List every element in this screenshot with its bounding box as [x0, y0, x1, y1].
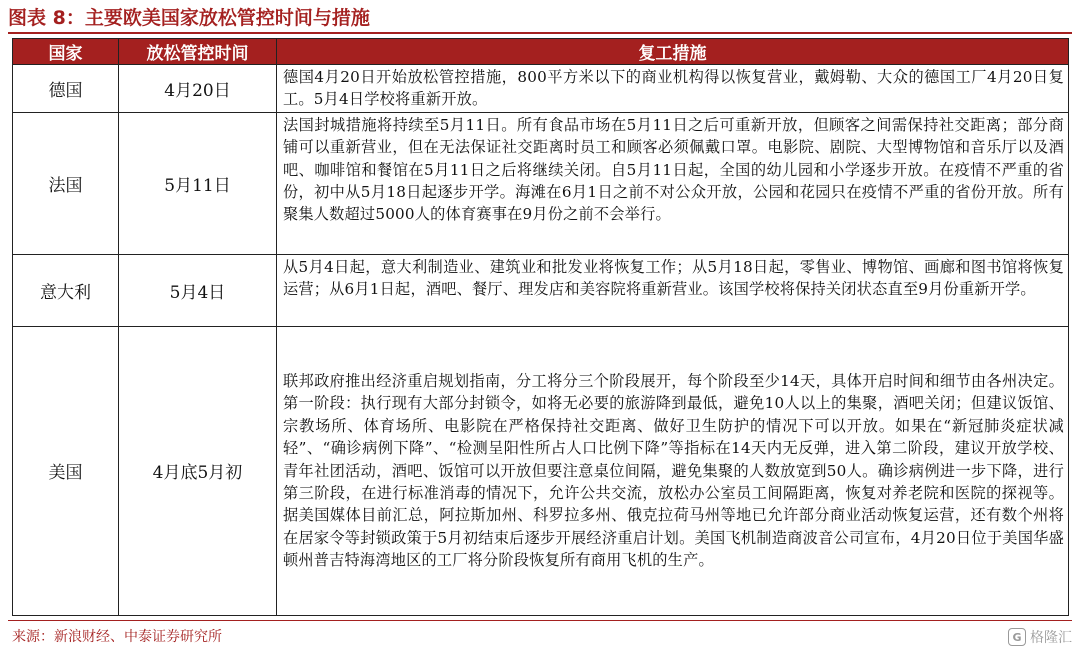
watermark — [1008, 626, 1072, 648]
measures-cell: 法国封城措施将持续至5月11日。所有食品市场在5月11日之后可重新开放，但顾客之间需保持社交距离；部分商铺可以重新营业，但在无法保证社交距离时员工和顾客必须佩戴口罩。电影院、剧院、大型博物馆和音乐厅以及酒吧、咖啡馆和餐馆在5月11日之后将继续关闭。自5月11日起，全国的幼儿园和小学逐步开放。在疫情不严重的省份，初中从5月18日起逐步开学。海滩在6月1日之前不对公众开放，公园和花园只在疫情不严重的省份开放。所有聚集人数超过5000人的体育赛事在9月份之前不会举行。 — [277, 112, 1069, 254]
header-country: 国家 — [13, 39, 119, 65]
table-row — [13, 65, 1069, 113]
header-measures: 复工措施 — [277, 39, 1069, 65]
footer-divider — [8, 620, 1072, 621]
policy-table — [12, 38, 1069, 616]
time-cell: 4月底5月初 — [119, 326, 277, 615]
time-cell: 5月4日 — [119, 254, 277, 326]
country-cell: 意大利 — [13, 254, 119, 326]
figure-title: 图表 8：主要欧美国家放松管控时间与措施 — [8, 4, 1072, 34]
table-row — [13, 326, 1069, 615]
watermark-text: 格隆汇 — [1030, 630, 1072, 646]
table-row — [13, 112, 1069, 254]
gelonghui-logo-icon: G — [1008, 628, 1026, 646]
country-cell: 德国 — [13, 65, 119, 113]
table-header-row — [13, 39, 1069, 65]
header-time: 放松管控时间 — [119, 39, 277, 65]
source-note: 来源：新浪财经、中泰证券研究所 — [12, 629, 222, 645]
time-cell: 5月11日 — [119, 112, 277, 254]
country-cell: 美国 — [13, 326, 119, 615]
table-row — [13, 254, 1069, 326]
country-cell: 法国 — [13, 112, 119, 254]
measures-cell: 联邦政府推出经济重启规划指南，分工将分三个阶段展开，每个阶段至少14天，具体开启时间和细节由各州决定。第一阶段：执行现有大部分封锁令，如将无必要的旅游降到最低，避免10人以上的集聚，酒吧关闭；但建议饭馆、宗教场所、体育场所、电影院在严格保持社交距离、做好卫生防护的情况下可以开放。如果在“新冠肺炎症状减轻”、“确诊病例下降”、“检测呈阳性所占人口比例下降”等指标在14天内无反弹，进入第二阶段，建议开放学校、青年社团活动，酒吧、饭馆可以开放但要注意桌位间隔，避免集聚的人数放宽到50人。确诊病例进一步下降，进行第三阶段，在进行标准消毒的情况下，允许公共交流，放松办公室员工间隔距离，恢复对养老院和医院的探视等。据美国媒体目前汇总，阿拉斯加州、科罗拉多州、俄克拉荷马州等地已允许部分商业活动恢复运营，还有数个州将在居家令等封锁政策于5月初结束后逐步开展经济重启计划。美国飞机制造商波音公司宣布，4月20日位于美国华盛顿州普吉特海湾地区的工厂将分阶段恢复所有商用飞机的生产。 — [277, 326, 1069, 615]
measures-cell: 从5月4日起，意大利制造业、建筑业和批发业将恢复工作；从5月18日起，零售业、博物馆、画廊和图书馆将恢复运营；从6月1日起，酒吧、餐厅、理发店和美容院将重新营业。该国学校将保持关闭状态直至9月份重新开学。 — [277, 254, 1069, 326]
time-cell: 4月20日 — [119, 65, 277, 113]
measures-cell: 德国4月20日开始放松管控措施，800平方米以下的商业机构得以恢复营业，戴姆勒、大众的德国工厂4月20日复工。5月4日学校将重新开放。 — [277, 65, 1069, 113]
